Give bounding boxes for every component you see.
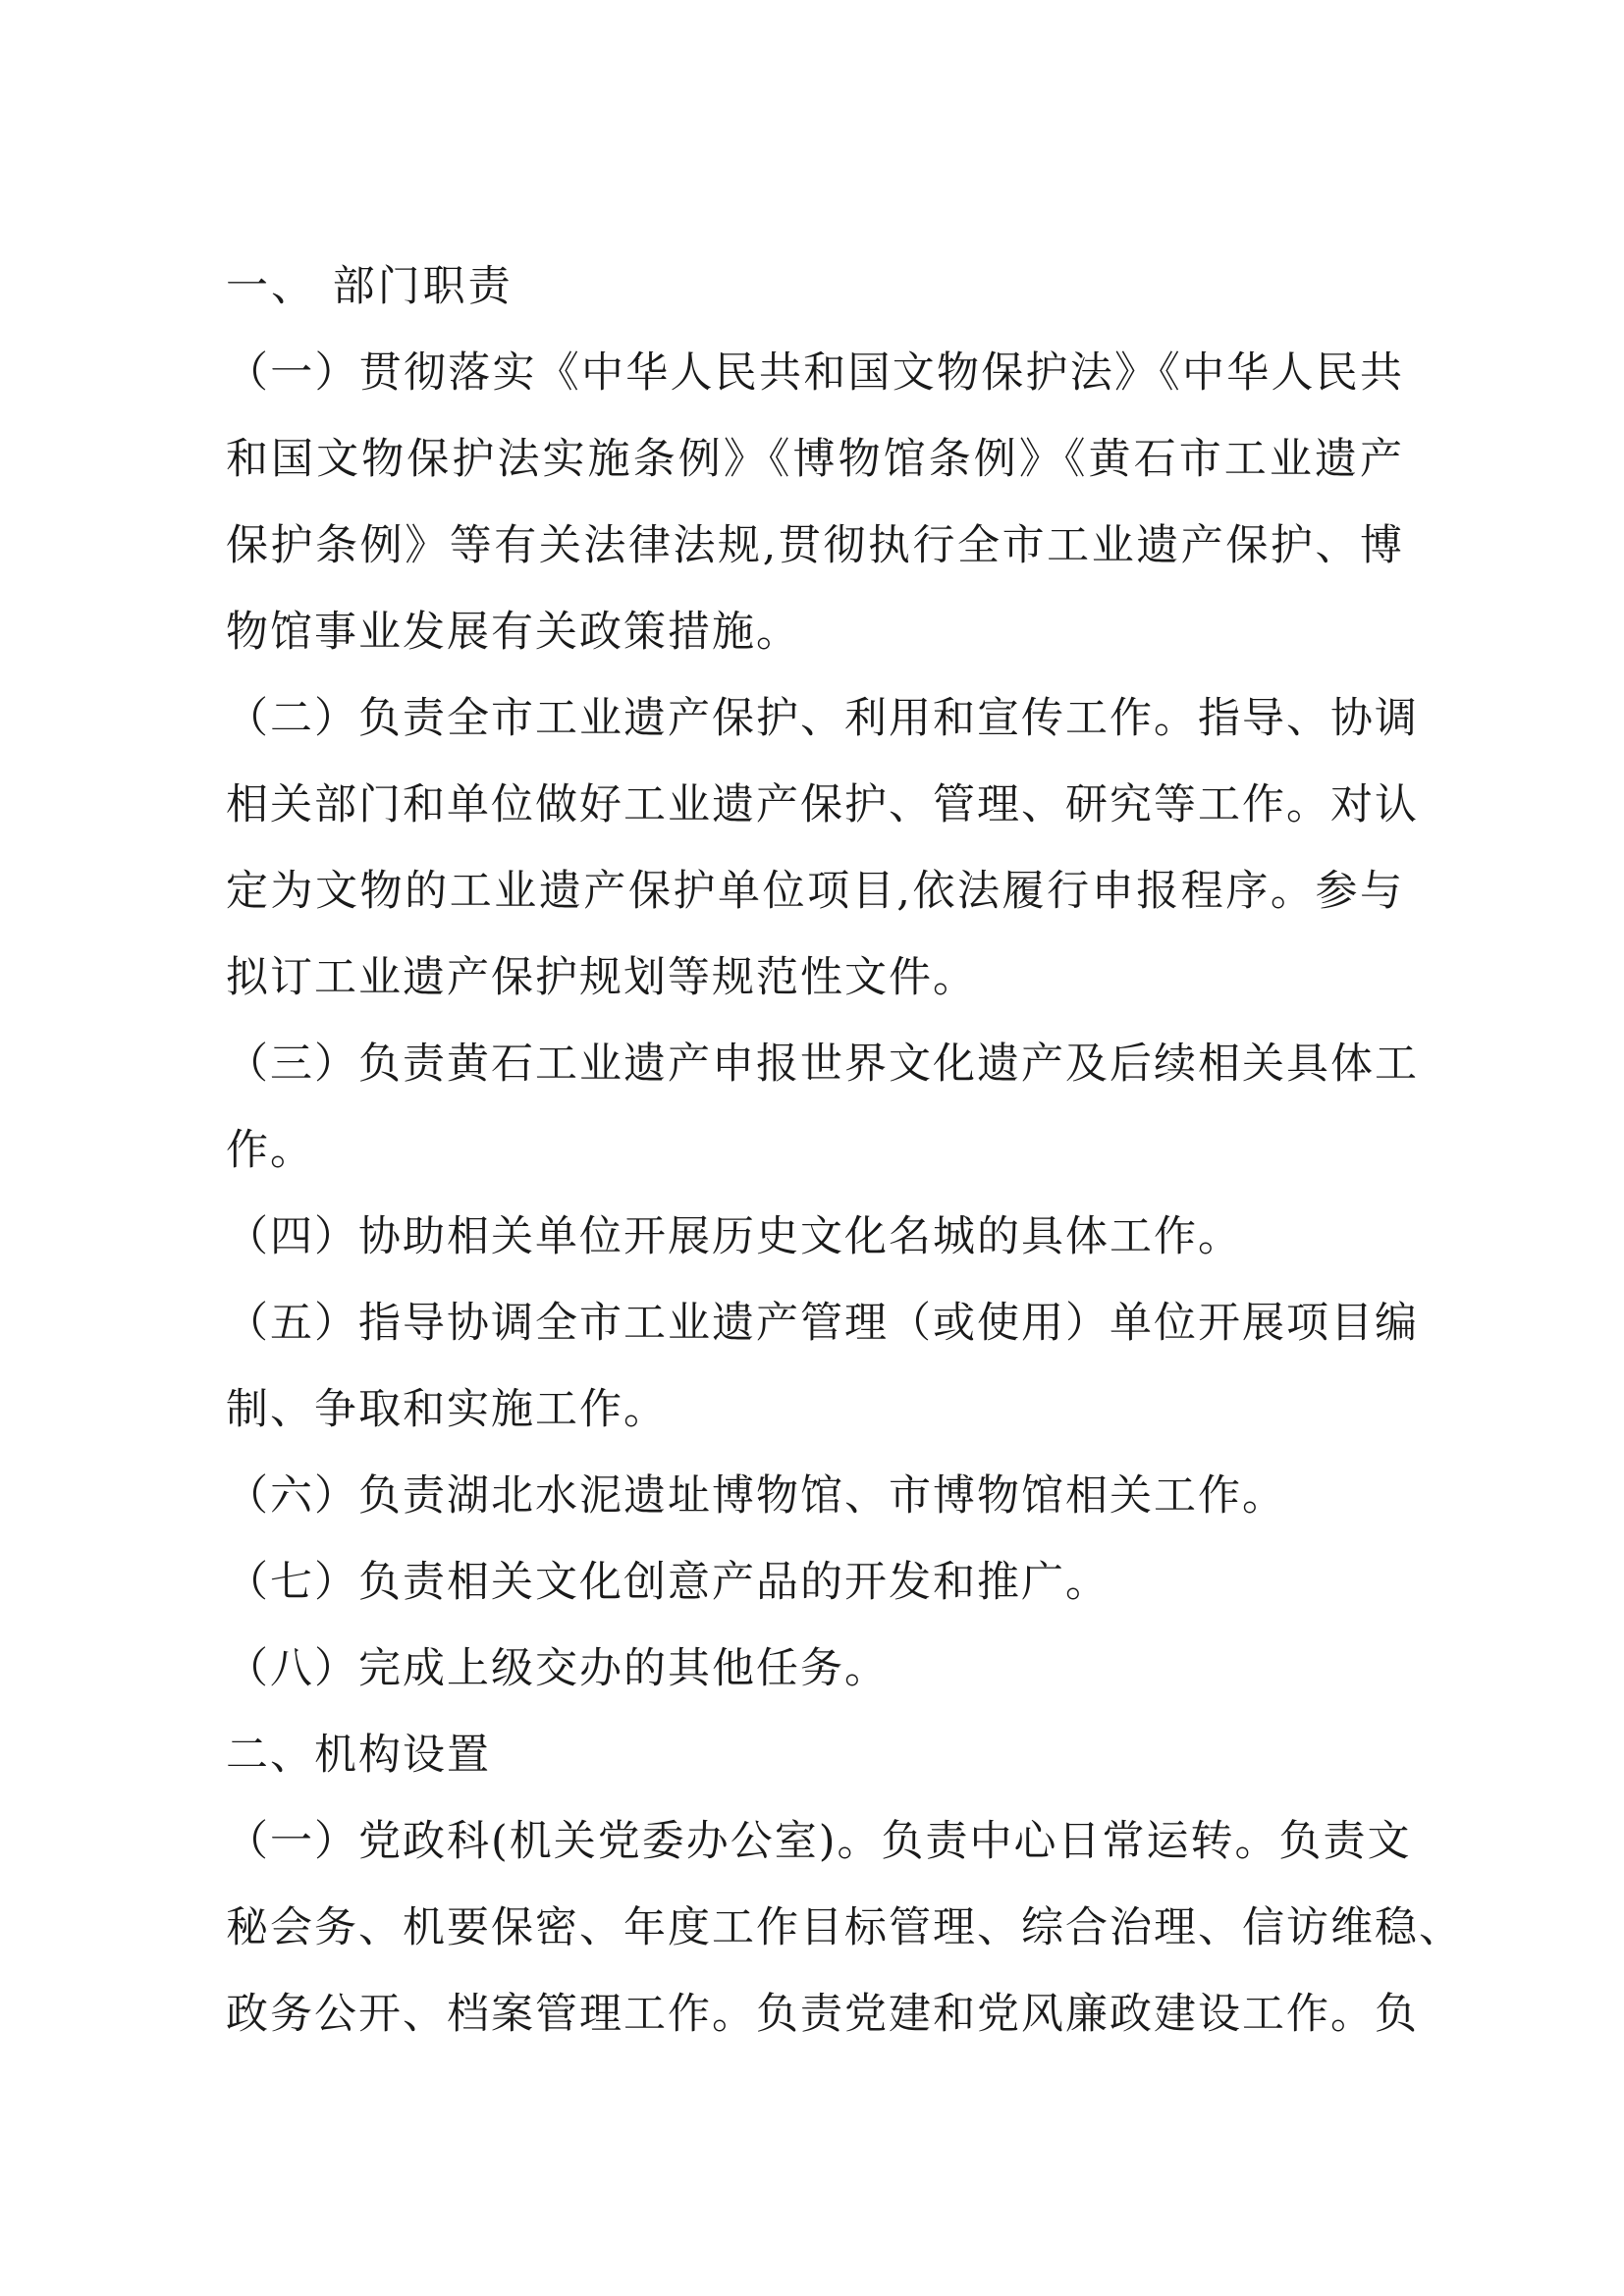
paragraph-line: （五）指导协调全市工业遗产管理（或使用）单位开展项目编	[226, 1299, 1419, 1348]
paragraph-line: 作。	[226, 1126, 314, 1175]
paragraph-line: （一）贯彻落实《中华人民共和国文物保护法》《中华人民共	[226, 348, 1404, 398]
paragraph-line: 相关部门和单位做好工业遗产保护、管理、研究等工作。对认	[226, 780, 1419, 829]
paragraph-line: （六）负责湖北水泥遗址博物馆、市博物馆相关工作。	[226, 1471, 1286, 1521]
paragraph-line: （七）负责相关文化创意产品的开发和推广。	[226, 1558, 1110, 1607]
paragraph-line: 制、争取和实施工作。	[226, 1385, 668, 1434]
paragraph-line: 定为文物的工业遗产保护单位项目,依法履行申报程序。参与	[226, 867, 1404, 916]
paragraph-line: 物馆事业发展有关政策措施。	[226, 608, 800, 657]
paragraph-line: （二）负责全市工业遗产保护、利用和宣传工作。指导、协调	[226, 694, 1419, 743]
paragraph-line: 政务公开、档案管理工作。负责党建和党风廉政建设工作。负	[226, 1990, 1419, 2039]
paragraph-line: （一）党政科(机关党委办公室)。负责中心日常运转。负责文	[226, 1817, 1412, 1866]
paragraph-line: 保护条例》等有关法律法规,贯彻执行全市工业遗产保护、博	[226, 521, 1404, 570]
paragraph-line: （三）负责黄石工业遗产申报世界文化遗产及后续相关具体工	[226, 1040, 1419, 1089]
section-heading-departmental-duties: 一、 部门职责	[226, 262, 514, 311]
paragraph-line: 和国文物保护法实施条例》《博物馆条例》《黄石市工业遗产	[226, 435, 1404, 484]
paragraph-line: 拟订工业遗产保护规划等规范性文件。	[226, 953, 977, 1002]
paragraph-line: （八）完成上级交办的其他任务。	[226, 1644, 889, 1693]
section-heading-organization: 二、机构设置	[226, 1731, 491, 1780]
paragraph-line: 秘会务、机要保密、年度工作目标管理、综合治理、信访维稳、	[226, 1903, 1463, 1952]
document-body	[226, 243, 1463, 2057]
paragraph-line: （四）协助相关单位开展历史文化名城的具体工作。	[226, 1212, 1242, 1261]
